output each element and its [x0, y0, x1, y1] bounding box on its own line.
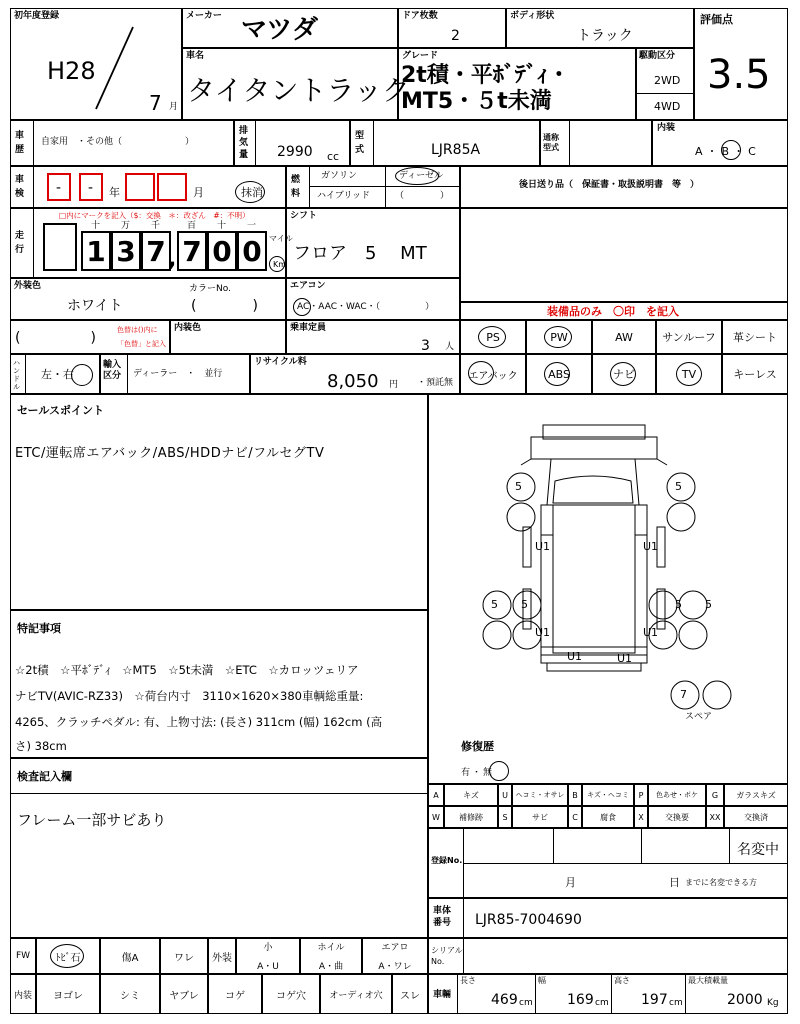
- mileage-note: □内にマークを記入（$：交換 ＊：改ざん #：不明）: [59, 211, 250, 220]
- shift-box: [286, 208, 460, 278]
- width-label: 幅: [538, 976, 546, 985]
- maker-value: マツダ: [241, 15, 318, 45]
- grade-line1: 2t積・平ﾎﾞﾃﾞｨ・: [401, 63, 570, 88]
- repair-circle: [489, 761, 509, 781]
- legend-code-g: G: [706, 784, 724, 806]
- ac-circle: [293, 298, 311, 316]
- color-box: [10, 278, 286, 320]
- interior-wear[interactable]: スレ: [392, 974, 428, 1014]
- fw-chip-circle: [50, 944, 84, 968]
- inspection-expired[interactable]: 抹消: [241, 186, 263, 199]
- repair-label: 修復歴: [461, 740, 494, 753]
- equip-ps[interactable]: PS: [460, 320, 526, 354]
- inspection-label: 車検: [15, 175, 25, 199]
- equip-airbag[interactable]: エアバック: [460, 354, 526, 394]
- legend-code-p: P: [634, 784, 648, 806]
- inspection-box: [10, 166, 286, 208]
- body-value: トラック: [577, 28, 633, 44]
- equip-keyless[interactable]: キーレス: [722, 354, 788, 394]
- doors-box: [398, 8, 506, 48]
- chassis-box: [428, 898, 788, 938]
- unit-km[interactable]: Km: [273, 260, 287, 269]
- notes-title: 特記事項: [17, 622, 61, 635]
- equip-tv-circle: [676, 362, 702, 386]
- legend-text-xx: 交換済: [724, 806, 788, 828]
- first-reg-month: 7: [149, 91, 162, 115]
- length-value: 469: [491, 992, 518, 1008]
- legend: [428, 784, 788, 828]
- import-value[interactable]: ディーラー ・ 並行: [133, 369, 223, 379]
- displacement-label: 排気量: [239, 126, 249, 160]
- inspector-text: フレーム一部サビあり: [17, 811, 167, 829]
- handle-circle: [71, 364, 93, 386]
- unit-km-circle: [269, 256, 285, 272]
- mark-bumper-right: U1: [617, 652, 633, 665]
- grade-label: グレード: [402, 51, 439, 61]
- reg-day-unit: 日: [669, 876, 680, 889]
- legend-code-c: C: [568, 806, 582, 828]
- interior-color-box: [170, 320, 286, 354]
- recycle-box: [250, 354, 460, 394]
- odometer-cell-3[interactable]: 7: [141, 231, 171, 271]
- legend-text-s: サビ: [512, 806, 568, 828]
- dimensions-box: [428, 974, 788, 1014]
- height-value: 197: [641, 992, 668, 1008]
- ac-box: [286, 278, 460, 320]
- mark-wheel-rl2: 5: [521, 598, 528, 611]
- score-box: [694, 8, 788, 120]
- equip-pw[interactable]: PW: [526, 320, 592, 354]
- sales-title: セールスポイント: [17, 404, 105, 417]
- doors-value: 2: [451, 28, 460, 44]
- mark-side-left: U1: [535, 540, 551, 553]
- drive-box: [636, 48, 694, 120]
- repaint-note-1: 色替は()内に: [117, 326, 158, 334]
- model-value: LJR85A: [431, 142, 481, 158]
- legend-text-u: ヘコミ・オサレ: [512, 784, 568, 806]
- fuel-hybrid[interactable]: ハイブリッド: [317, 191, 371, 201]
- docs-box: [460, 166, 788, 208]
- legend-text-g: ガラスキズ: [724, 784, 788, 806]
- unit-mile[interactable]: マイル: [269, 234, 293, 243]
- name-change: 名変中: [737, 842, 779, 858]
- odometer-cell-5[interactable]: 0: [207, 231, 237, 271]
- interior-row: [10, 974, 428, 1014]
- exterior-wheel[interactable]: ホイル A・曲: [300, 938, 362, 974]
- mileage-label: 走行: [15, 231, 25, 255]
- fuel-gas[interactable]: ガソリン: [321, 171, 358, 181]
- legend-code-b: B: [568, 784, 582, 806]
- shift-label: シフト: [290, 211, 318, 221]
- unit-ten: 十: [217, 221, 227, 231]
- interior-tear[interactable]: ヤブレ: [160, 974, 208, 1014]
- displacement-unit: cc: [327, 150, 340, 163]
- chassis-value: LJR85-7004690: [475, 912, 582, 928]
- equip-navi-circle: [610, 362, 636, 386]
- mileage-box: [10, 208, 293, 278]
- color-code-value: ( ): [191, 298, 258, 314]
- sales-text: ETC/運転席エアバック/ABS/HDDナビ/フルセグTV: [15, 446, 325, 461]
- recycle-unit: 円: [389, 380, 399, 390]
- legend-text-w: 補修跡: [444, 806, 498, 828]
- fw-crack[interactable]: ワレ: [160, 938, 208, 974]
- common-model-box: [540, 120, 652, 166]
- history-box: [10, 120, 234, 166]
- capacity-box: [286, 320, 460, 354]
- equip-abs-circle: [544, 362, 570, 386]
- fuel-box: [286, 166, 460, 208]
- import-box: [100, 354, 250, 394]
- odometer-comma: ,: [168, 247, 177, 272]
- inspection-expired-circle: [235, 181, 265, 203]
- mark-wheel-rl1: 5: [491, 598, 498, 611]
- grade-line2: MT5・５t未満: [401, 89, 552, 114]
- legend-code-w: W: [428, 806, 444, 828]
- notes-line-1: ☆2t積 ☆平ﾎﾞﾃﾞｨ ☆MT5 ☆5t未満 ☆ETC ☆カロッツェリア: [15, 663, 359, 677]
- mark-side-right: U1: [643, 540, 659, 553]
- handle-label: ハンドル: [13, 359, 20, 391]
- maker-label: メーカー: [186, 11, 222, 21]
- unit-ten-man: 十: [91, 221, 101, 231]
- notes-line-2: ナビTV(AVIC-RZ33) ☆荷台内寸 3110×1620×380車輌総重量:: [15, 689, 364, 703]
- exterior-label: 外装: [208, 938, 236, 974]
- repair-value[interactable]: 有・無: [461, 768, 495, 778]
- name-value: タイタントラック: [187, 74, 410, 107]
- mark-rear-left: U1: [535, 626, 551, 639]
- interior-audio-hole[interactable]: オーディオ穴: [320, 974, 392, 1014]
- truck-diagram: [429, 395, 789, 785]
- legend-text-b: キズ・ヘコミ: [582, 784, 634, 806]
- width-unit: cm: [595, 998, 609, 1008]
- notes-line-3: 4265、クラッチペダル: 有、上物寸法: (長さ) 311cm (幅) 162cm (高: [15, 715, 383, 729]
- registration-box: [428, 828, 788, 898]
- exterior-aero[interactable]: エアロ A・ワレ: [362, 938, 428, 974]
- notes-line-4: さ) 38cm: [15, 739, 67, 753]
- repaint-value: ( ): [15, 330, 96, 346]
- history-text: 自家用 ・その他（ ）: [41, 137, 195, 147]
- inspection-month-box-1[interactable]: [125, 173, 155, 201]
- equip-title: 装備品のみ 〇印 を記入: [547, 305, 679, 318]
- exterior-small[interactable]: 小 A・U: [236, 938, 300, 974]
- height-unit: cm: [669, 998, 683, 1008]
- drive-4wd[interactable]: 4WD: [654, 100, 681, 113]
- legend-text-p: 色あせ・ボケ: [648, 784, 706, 806]
- interior-row-label: 内装: [10, 974, 36, 1014]
- fuel-diesel-circle: [395, 167, 439, 185]
- equip-tv[interactable]: TV: [656, 354, 722, 394]
- width-value: 169: [567, 992, 594, 1008]
- docs-area: [460, 208, 788, 302]
- odometer-cell-6[interactable]: 0: [237, 231, 267, 271]
- ac-label: エアコン: [290, 281, 326, 291]
- recycle-label: リサイクル料: [254, 357, 307, 367]
- first-reg-year: H28: [47, 57, 96, 85]
- repaint-box: [10, 320, 170, 354]
- interior-dirt[interactable]: ヨゴレ: [36, 974, 100, 1014]
- unit-thousand: 千: [151, 221, 161, 231]
- equip-title-box: [460, 302, 788, 320]
- registration-label: 登録No.: [431, 856, 463, 865]
- equip-aw[interactable]: AW: [592, 320, 656, 354]
- legend-code-a: A: [428, 784, 444, 806]
- interior-grade-label: 内装: [657, 123, 676, 133]
- shift-value: フロア 5 MT: [293, 243, 427, 264]
- legend-code-s: S: [498, 806, 512, 828]
- name-label: 車名: [186, 51, 205, 61]
- maker-box: [182, 8, 398, 48]
- common-model-label: 通称型式: [543, 133, 559, 152]
- grade-box: [398, 48, 636, 120]
- odometer-cell-1[interactable]: 1: [81, 231, 111, 271]
- equip-airbag-circle: [468, 361, 494, 385]
- auction-sheet: [10, 8, 788, 1014]
- recycle-value: 8,050: [327, 371, 379, 392]
- handle-value[interactable]: 左・右: [41, 368, 74, 381]
- interior-color-label: 内装色: [174, 323, 202, 333]
- odometer-cell-0[interactable]: [43, 223, 77, 271]
- capacity-unit: 人: [445, 342, 455, 352]
- serial-label: シリアルNo.: [431, 946, 463, 966]
- legend-text-x: 交換要: [648, 806, 706, 828]
- mark-wheel-rr2: 5: [705, 598, 712, 611]
- equip-sunroof[interactable]: サンルーフ: [656, 320, 722, 354]
- mark-rear-right: U1: [643, 626, 659, 639]
- interior-grade-circle: [721, 140, 741, 160]
- displacement-box: [234, 120, 350, 166]
- inspection-year-box-2[interactable]: -: [79, 173, 103, 201]
- legend-text-c: 腐食: [582, 806, 634, 828]
- diagram-box: [428, 394, 788, 784]
- interior-burn-hole[interactable]: コゲ穴: [262, 974, 320, 1014]
- equip-navi[interactable]: ナビ: [592, 354, 656, 394]
- inspection-year-unit: 年: [109, 186, 120, 199]
- unit-hundred: 百: [187, 221, 197, 231]
- serial-box: [428, 938, 788, 974]
- displacement-value: 2990: [277, 144, 313, 160]
- equip-pw-circle: [544, 326, 572, 348]
- chassis-label: 車体番号: [433, 906, 452, 928]
- capacity-value: 3: [421, 338, 430, 354]
- color-code-label: カラーNo.: [189, 284, 231, 294]
- first-reg-box: [10, 8, 182, 120]
- mark-wheel-rr1: 5: [675, 598, 682, 611]
- color-value: ホワイト: [67, 298, 123, 314]
- inspection-month-box-2[interactable]: [157, 173, 187, 201]
- interior-grade-box: [652, 120, 788, 166]
- doors-label: ドア枚数: [402, 11, 438, 21]
- notes-box: [10, 610, 428, 758]
- sales-box: [10, 394, 428, 610]
- fw-label: FW: [10, 938, 36, 974]
- fw-row: [10, 938, 428, 974]
- fuel-diesel[interactable]: ディーゼル: [399, 171, 444, 181]
- score-value: 3.5: [707, 52, 771, 98]
- body-label: ボディ形状: [510, 11, 555, 21]
- load-unit: Kg: [767, 998, 779, 1008]
- load-label: 最大積載量: [688, 976, 728, 985]
- drive-label: 駆動区分: [639, 51, 676, 61]
- mark-bumper-left: U1: [567, 650, 583, 663]
- capacity-label: 乗車定員: [290, 323, 327, 333]
- legend-text-a: キズ: [444, 784, 498, 806]
- inspection-month-unit: 月: [193, 186, 204, 199]
- unit-one: 一: [247, 221, 257, 231]
- interior-burn[interactable]: コゲ: [208, 974, 262, 1014]
- equip-leather[interactable]: 革シート: [722, 320, 788, 354]
- model-label: 型式: [355, 131, 365, 155]
- dimensions-label: 車輛: [433, 990, 452, 1000]
- legend-code-u: U: [498, 784, 512, 806]
- inspection-year-box-1[interactable]: -: [47, 173, 71, 201]
- mark-spare: 7: [680, 688, 687, 701]
- month-suffix: 月: [169, 102, 179, 112]
- mark-wheel-fr: 5: [675, 480, 682, 493]
- first-reg-label: 初年度登録: [14, 11, 60, 21]
- interior-grade-options[interactable]: A・B・C: [695, 145, 760, 158]
- unit-man: 万: [121, 221, 131, 231]
- fuel-label: 燃料: [291, 175, 301, 199]
- length-label: 長さ: [460, 976, 476, 985]
- fw-chip[interactable]: ﾄﾋﾞ石: [36, 938, 100, 974]
- inspector-title: 検査記入欄: [17, 770, 72, 783]
- import-label: 輸入区分: [103, 360, 122, 381]
- inspector-box: [10, 758, 428, 938]
- odometer-cell-2[interactable]: 3: [111, 231, 141, 271]
- equip-ps-circle: [478, 326, 506, 348]
- color-label: 外装色: [14, 281, 42, 291]
- fw-scratch[interactable]: 傷A: [100, 938, 160, 974]
- docs-title: 後日送り品（ 保証書・取扱説明書 等 ）: [519, 180, 700, 190]
- reg-deadline: までに名変できる方: [685, 878, 757, 887]
- ac-options[interactable]: AC・AAC・WAC・（ ）: [297, 302, 435, 312]
- legend-code-xx: XX: [706, 806, 724, 828]
- interior-stain[interactable]: シミ: [100, 974, 160, 1014]
- legend-code-x: X: [634, 806, 648, 828]
- history-label: 車歴: [15, 131, 25, 155]
- drive-2wd[interactable]: 2WD: [654, 74, 681, 87]
- score-label: 評価点: [700, 13, 733, 26]
- mark-wheel-fl: 5: [515, 480, 522, 493]
- body-box: [506, 8, 694, 48]
- repaint-note-2: 「色替」と記入: [117, 340, 166, 348]
- model-box: [350, 120, 540, 166]
- fuel-other: （ ）: [395, 191, 450, 201]
- load-value: 2000: [727, 992, 763, 1008]
- handle-box: [10, 354, 100, 394]
- height-label: 高さ: [614, 976, 630, 985]
- length-unit: cm: [519, 998, 533, 1008]
- name-box: [182, 48, 410, 120]
- odometer-cell-4[interactable]: 7: [177, 231, 207, 271]
- equip-abs[interactable]: ABS: [526, 354, 592, 394]
- recycle-deposit: ・預託無: [417, 378, 454, 388]
- reg-month-unit: 月: [565, 876, 576, 889]
- spare-label: スペア: [685, 712, 713, 722]
